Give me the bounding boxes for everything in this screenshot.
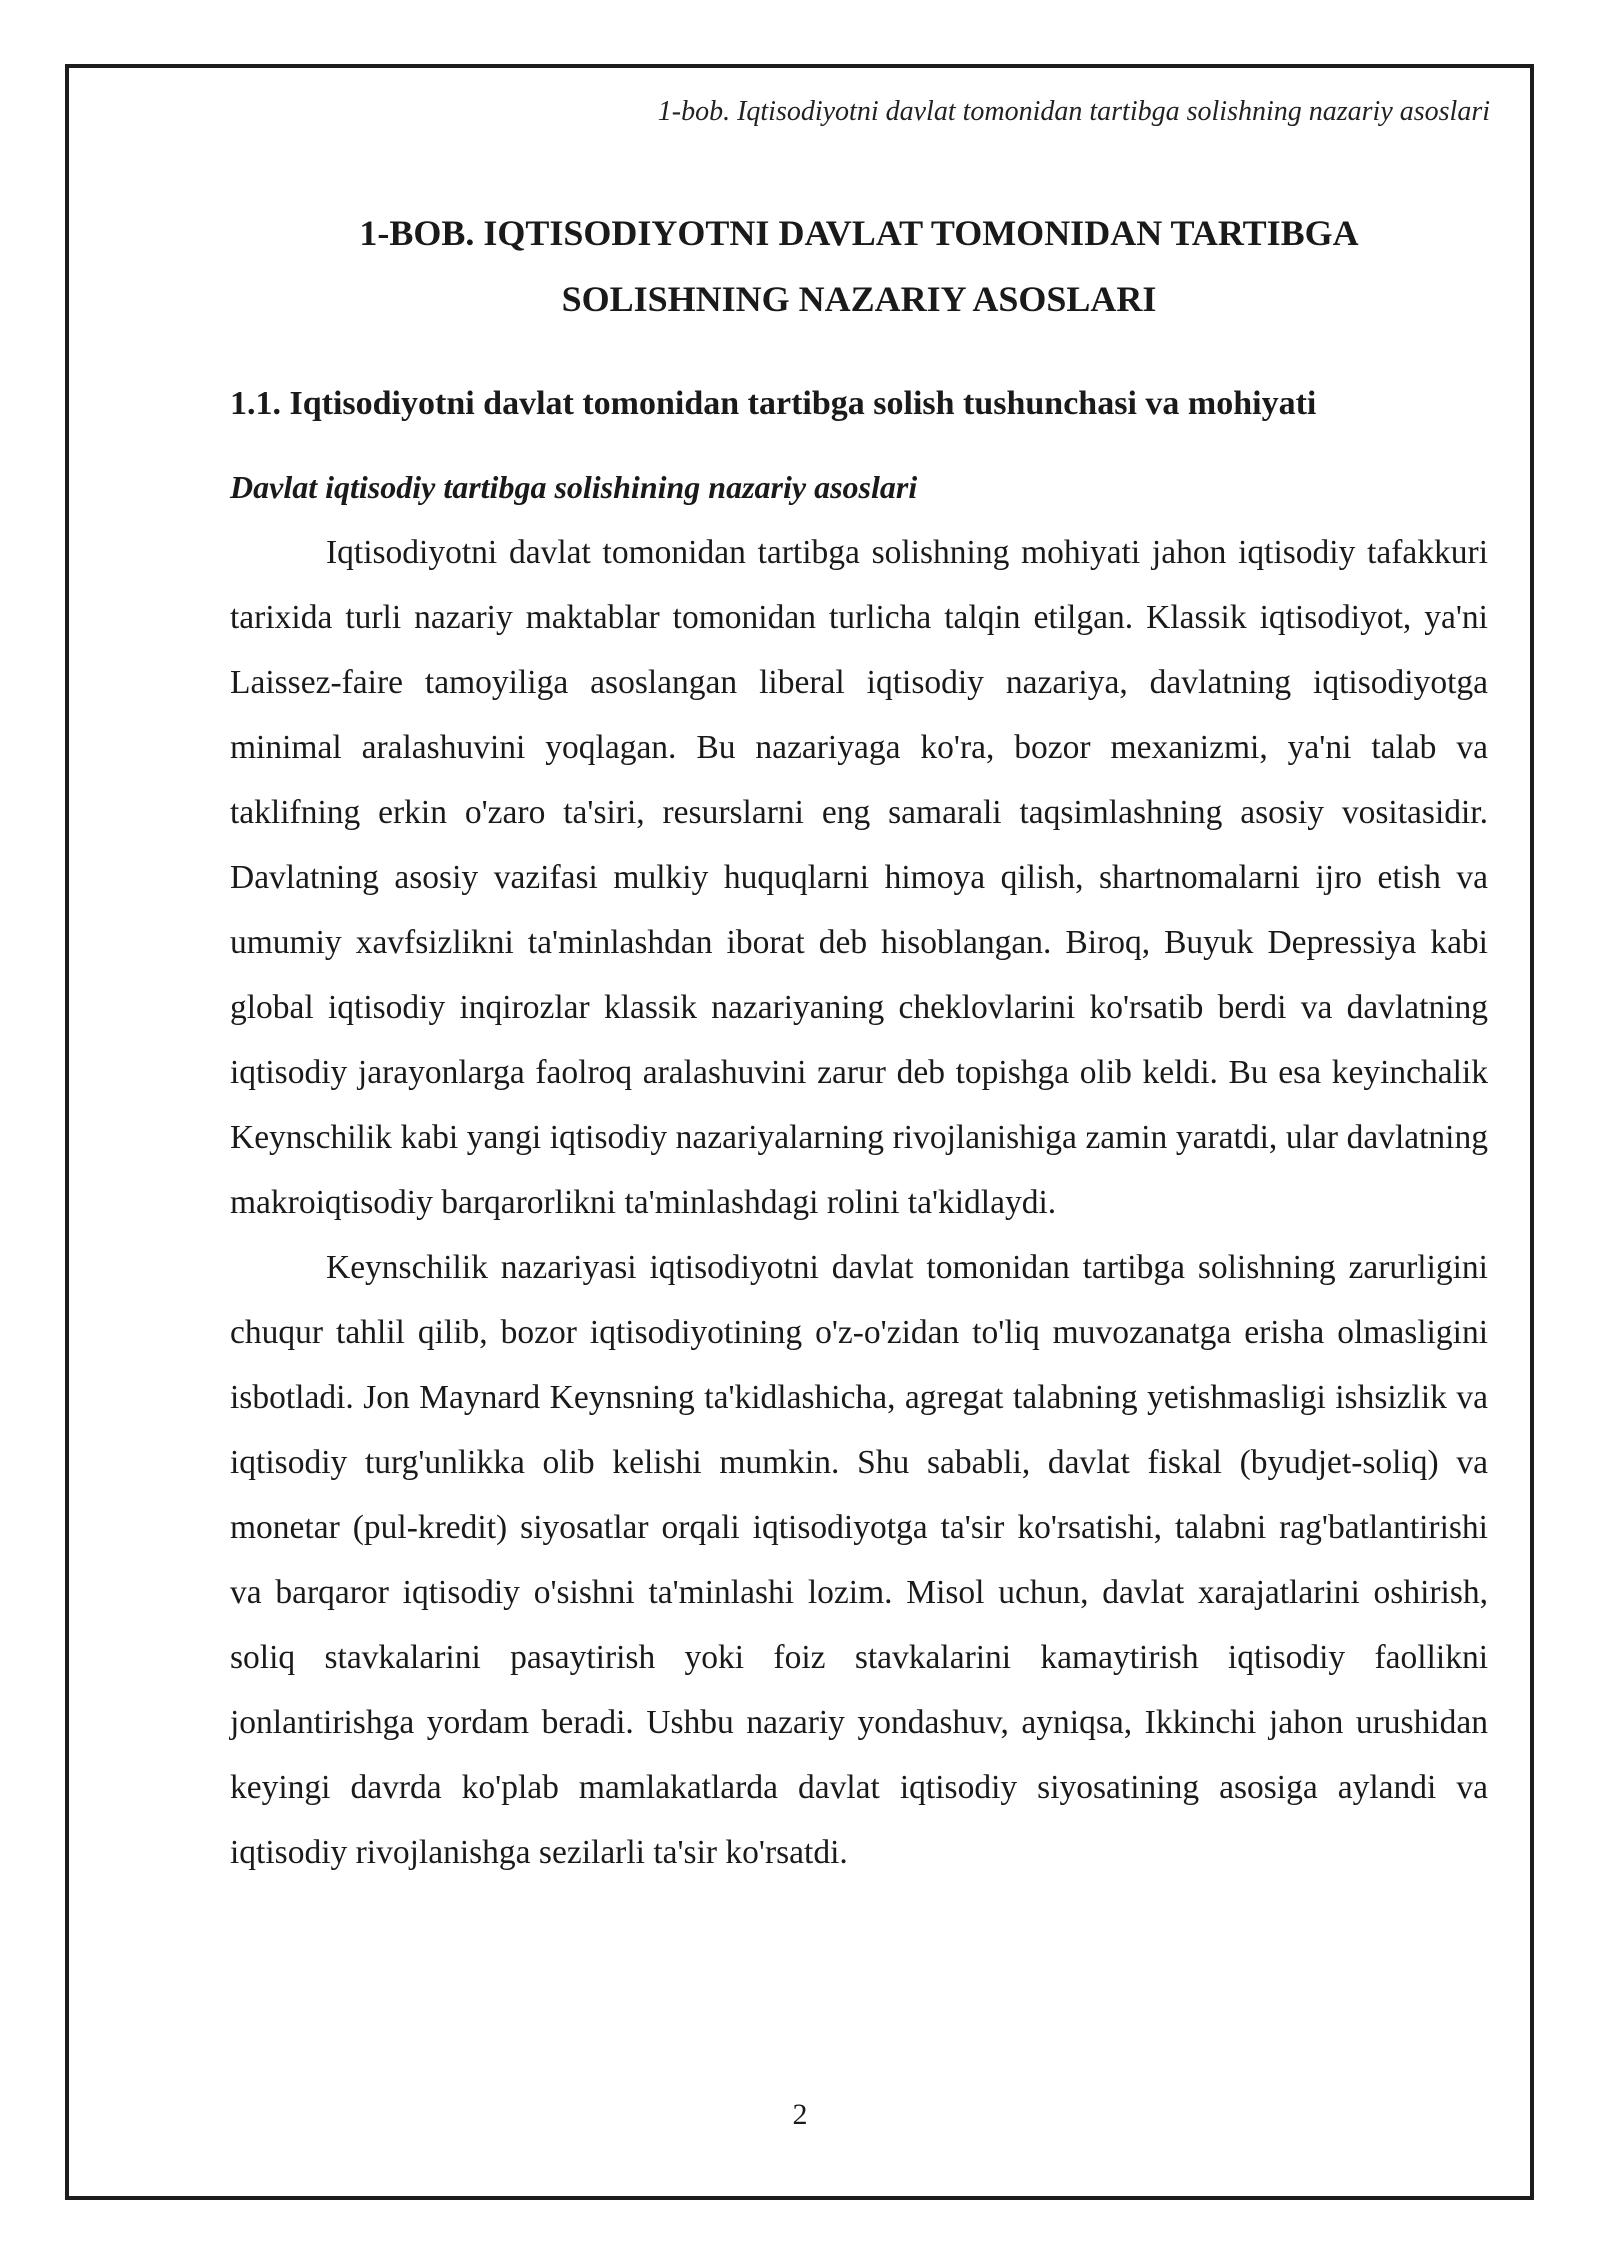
document-body xyxy=(230,200,1488,1885)
section-title: 1.1. Iqtisodiyotni davlat tomonidan tartibga solish tushunchasi va mohiyati xyxy=(230,385,1317,422)
chapter-title-line-1: 1-BOB. IQTISODIYOTNI DAVLAT TOMONIDAN TARTIBGA xyxy=(359,213,1359,253)
page-number: 2 xyxy=(792,2098,808,2131)
chapter-title xyxy=(230,200,1488,332)
subsection-title: Davlat iqtisodiy tartibga solishining nazariy asoslari xyxy=(230,469,918,505)
body-paragraph-2: Keynschilik nazariyasi iqtisodiyotni davlat tomonidan tartibga solishning zarurligini chuqur tahlil qilib, bozor iqtisodiyotining o'z-o'zidan to'liq muvozanatga erisha olmasligini isbotladi. Jon Maynard Keynsning ta'kidlashicha, agregat talabning yetishmasligi ishsizlik va iqtisodiy turg'unlikka olib kelishi mumkin. Shu sababli, davlat fiskal (byudjet-soliq) va monetar (pul-kredit) siyosatlar orqali iqtisodiyotga ta'sir ko'rsatishi, talabni rag'batlantirishi va barqaror iqtisodiy o'sishni ta'minlashi lozim. Misol uchun, davlat xarajatlarini oshirish, soliq stavkalarini pasaytirish yoki foiz stavkalarini kamaytirish iqtisodiy faollikni jonlantirishga yordam beradi. Ushbu nazariy yondashuv, ayniqsa, Ikkinchi jahon urushidan keyingi davrda ko'plab mamlakatlarda davlat iqtisodiy siyosatining asosiga aylandi va iqtisodiy rivojlanishga sezilarli ta'sir ko'rsatdi. xyxy=(230,1249,1488,1871)
chapter-title-line-2: SOLISHNING NAZARIY ASOSLARI xyxy=(561,279,1157,319)
running-header: 1-bob. Iqtisodiyotni davlat tomonidan tartibga solishning nazariy asoslari xyxy=(657,96,1490,127)
body-paragraph-1: Iqtisodiyotni davlat tomonidan tartibga solishning mohiyati jahon iqtisodiy tafakkuri tarixida turli nazariy maktablar tomonidan turlicha talqin etilgan. Klassik iqtisodiyot, ya'ni Laissez-faire tamoyiliga asoslangan liberal iqtisodiy nazariya, davlatning iqtisodiyotga minimal aralashuvini yoqlagan. Bu nazariyaga ko'ra, bozor mexanizmi, ya'ni talab va taklifning erkin o'zaro ta'siri, resurslarni eng samarali taqsimlashning asosiy vositasidir. Davlatning asosiy vazifasi mulkiy huquqlarni himoya qilish, shartnomalarni ijro etish va umumiy xavfsizlikni ta'minlashdan iborat deb hisoblangan. Biroq, Buyuk Depressiya kabi global iqtisodiy inqirozlar klassik nazariyaning cheklovlarini ko'rsatib berdi va davlatning iqtisodiy jarayonlarga faolroq aralashuvini zarur deb topishga olib keldi. Bu esa keyinchalik Keynschilik kabi yangi iqtisodiy nazariyalarning rivojlanishiga zamin yaratdi, ular davlatning makroiqtisodiy barqarorlikni ta'minlashdagi rolini ta'kidlaydi. xyxy=(230,534,1488,1221)
